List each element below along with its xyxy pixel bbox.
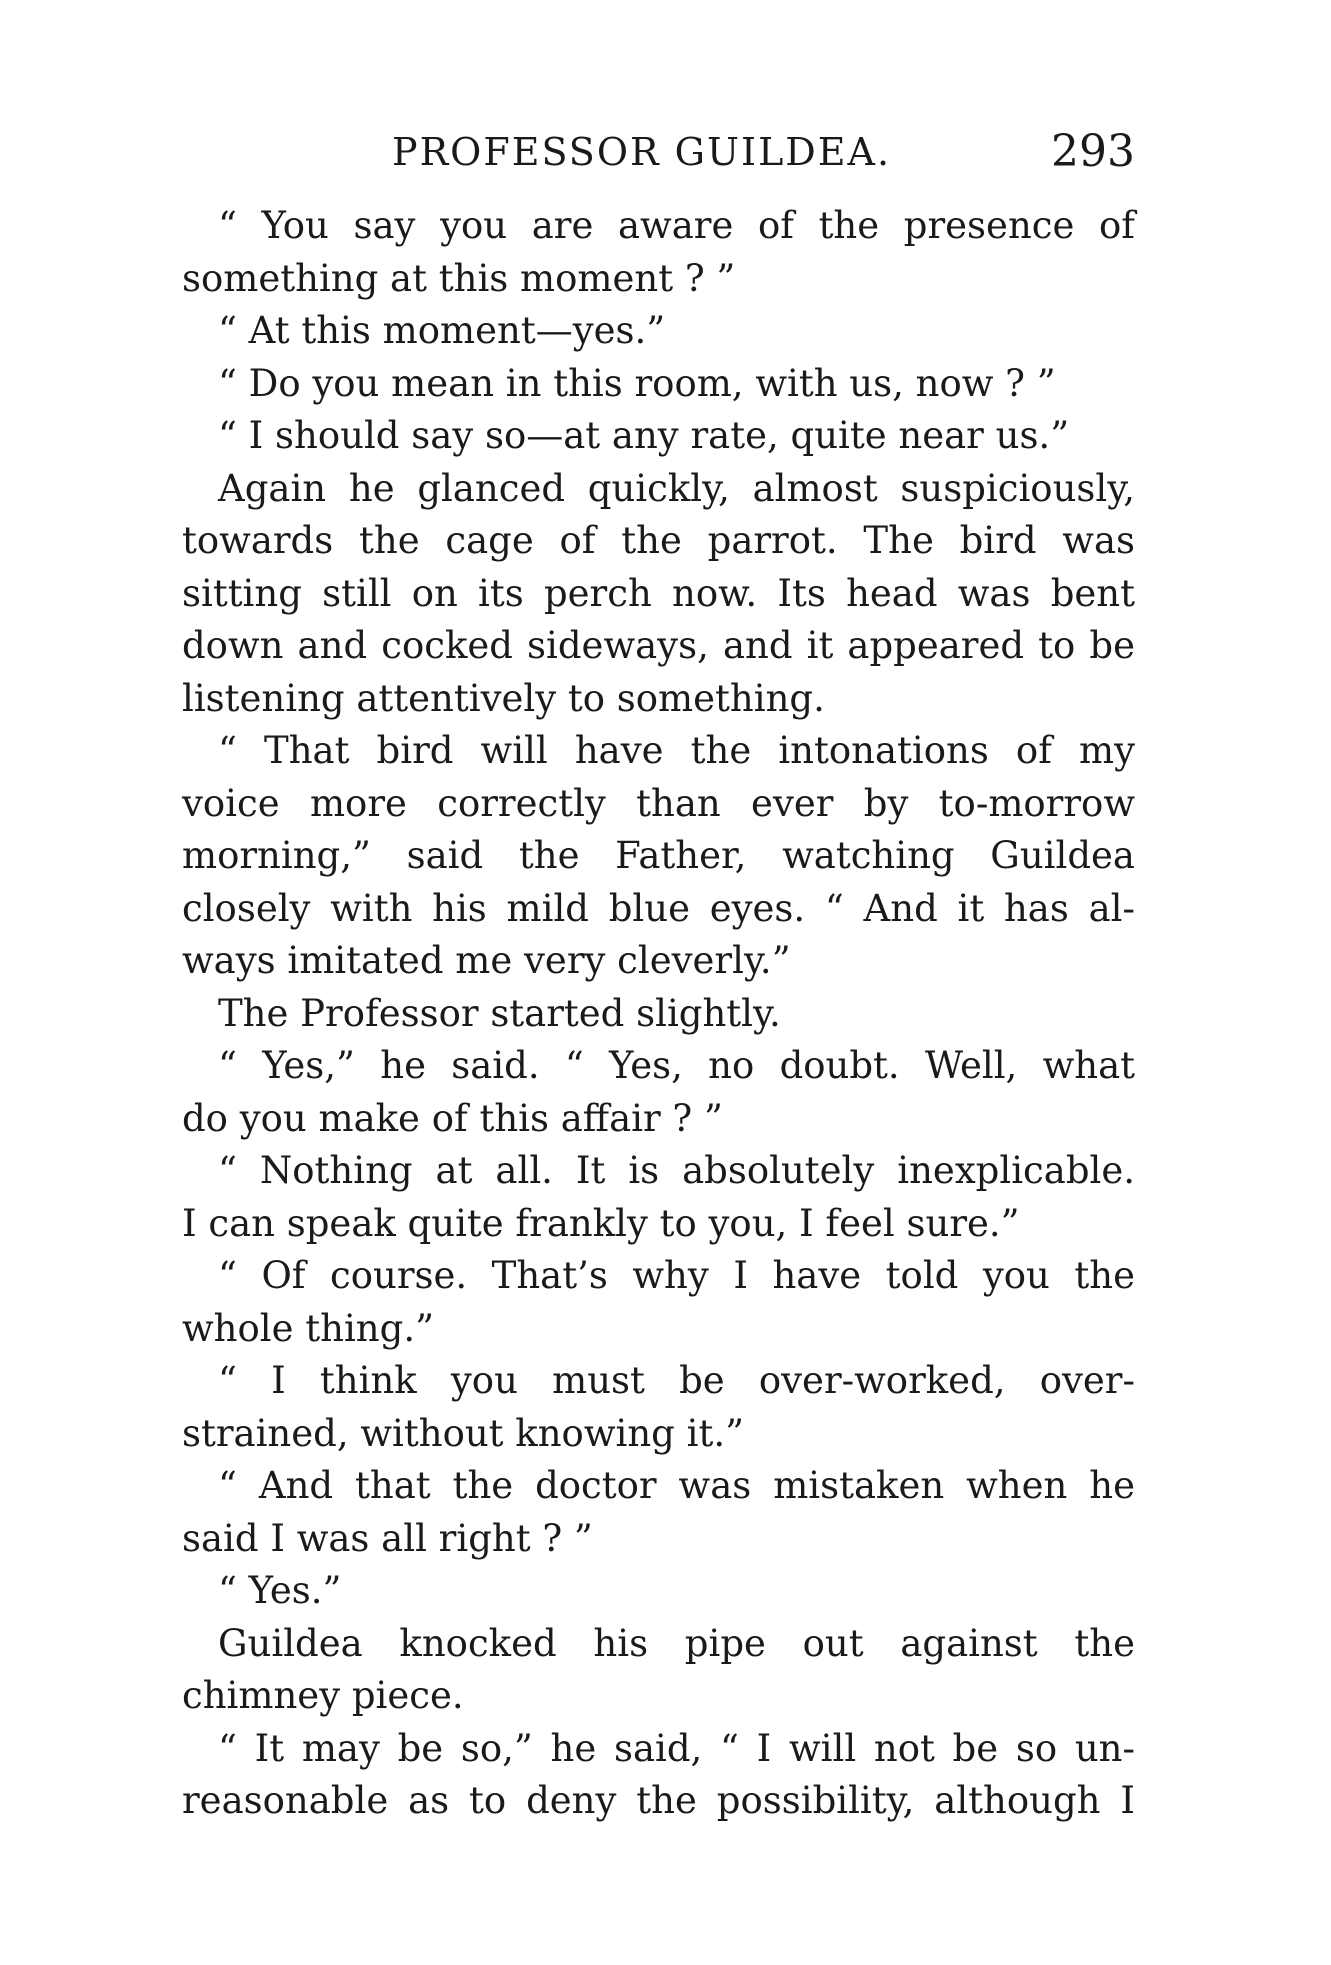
text-line: said I was all right ? ”	[182, 1516, 593, 1560]
text-line: listening attentively to something.	[182, 676, 825, 720]
text-line: “ I should say so—at any rate, quite near us.”	[218, 414, 1070, 457]
text-line: towards the cage of the parrot. The bird was	[182, 519, 1135, 562]
page-header	[182, 128, 1135, 188]
text-line: closely with his mild blue eyes. “ And it has al-	[182, 886, 1135, 930]
text-line: “ Nothing at all. It is absolutely inexplicable.	[218, 1149, 1135, 1192]
text-line: “ That bird will have the intonations of my	[218, 729, 1135, 772]
text-line: sitting still on its perch now. Its head was bent	[182, 571, 1135, 615]
text-line: Again he glanced quickly, almost suspiciously,	[218, 466, 1135, 510]
text-line: something at this moment ? ”	[182, 256, 736, 300]
text-line: strained, without knowing it.”	[182, 1411, 744, 1455]
text-line: “ I think you must be over-worked, over-	[218, 1359, 1135, 1402]
text-line: voice more correctly than ever by to-morrow	[182, 781, 1135, 825]
text-line: “ Do you mean in this room, with us, now ? ”	[218, 361, 1056, 405]
running-title: PROFESSOR GUILDEA.	[392, 130, 892, 174]
page-number: 293	[1051, 126, 1135, 177]
text-line: reasonable as to deny the possibility, although I	[182, 1779, 1135, 1822]
text-line: “ It may be so,” he said, “ I will not be so un-	[218, 1726, 1135, 1770]
text-line: I can speak quite frankly to you, I feel sure.”	[182, 1201, 1020, 1245]
text-line: “ At this moment—yes.”	[218, 309, 666, 352]
text-line: ways imitated me very cleverly.”	[182, 939, 791, 982]
text-line: down and cocked sideways, and it appeared to be	[182, 624, 1135, 667]
body-text	[182, 200, 1135, 1828]
text-line: chimney piece.	[182, 1674, 464, 1717]
text-line: “ Yes,” he said. “ Yes, no doubt. Well, what	[218, 1044, 1135, 1087]
text-line: do you make of this affair ? ”	[182, 1096, 723, 1140]
text-line: morning,” said the Father, watching Guildea	[182, 834, 1135, 877]
text-line: “ Of course. That’s why I have told you the	[218, 1254, 1135, 1297]
text-line: “ You say you are aware of the presence of	[218, 204, 1135, 247]
text-line: The Professor started slightly.	[218, 991, 781, 1035]
text-line: “ And that the doctor was mistaken when he	[218, 1464, 1135, 1507]
text-line: Guildea knocked his pipe out against the	[218, 1621, 1135, 1665]
text-line: whole thing.”	[182, 1306, 434, 1350]
text-line: “ Yes.”	[218, 1569, 342, 1612]
